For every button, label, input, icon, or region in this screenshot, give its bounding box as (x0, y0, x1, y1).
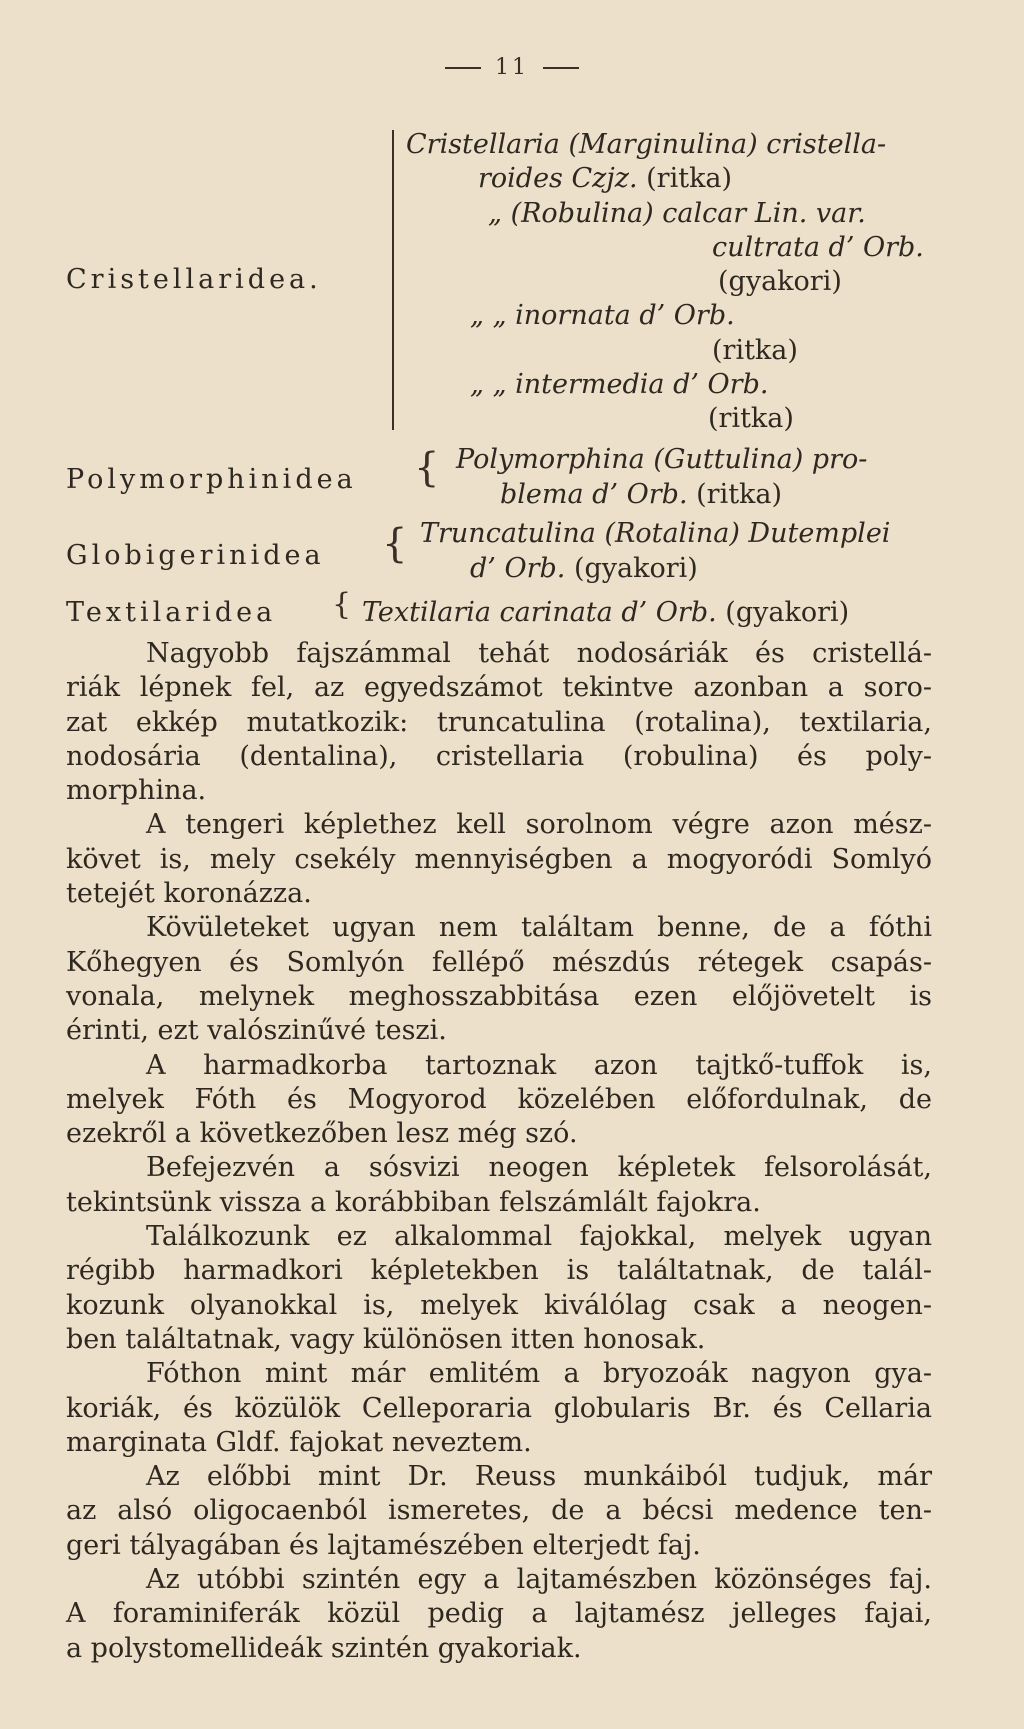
left-dash (445, 67, 481, 69)
paragraph (66, 1220, 932, 1357)
globigerinidea-line-1: Truncatulina (Rotalina) Dutemplei (420, 518, 891, 549)
text-line: ezekről a következőben lesz még szó. (66, 1118, 578, 1150)
group-label-globigerinidea: Globigerinidea (66, 540, 325, 571)
text-line: morphina. (66, 775, 207, 807)
text-line: geri tályagában és lajtamészében elterjedt faj. (66, 1529, 701, 1561)
text-line: követ is, mely csekély mennyiségben a mogyoródi Somlyó (66, 843, 932, 875)
brace-textilaridea: { (332, 587, 352, 622)
text-line: régibb harmadkori képletekben is találtatnak, de talál- (66, 1255, 932, 1287)
text-line: zat ekkép mutatkozik: truncatulina (rotalina), textilaria, (66, 706, 932, 738)
text-line: kozunk olyanokkal is, melyek kiválólag csak a neogen- (66, 1289, 932, 1321)
text-line: tekintsünk vissza a korábbiban felszámlált fajokra. (66, 1186, 761, 1218)
cristellaridea-line-9: (ritka) (708, 403, 794, 434)
text-line: marginata Gldf. fajokat neveztem. (66, 1426, 532, 1458)
cristellaridea-line-7: (ritka) (712, 335, 798, 366)
group-label-textilaridea: Textilaridea (66, 597, 277, 628)
paragraph (66, 1357, 932, 1460)
cristellaridea-line-1: Cristellaria (Marginulina) cristella- (406, 129, 887, 160)
text-line: Kőhegyen és Somlyón fellépő mészdús rétegek csapás- (66, 946, 932, 978)
paragraph (66, 1460, 932, 1563)
text-line: Kövületeket ugyan nem találtam benne, de a fóthi (146, 912, 932, 944)
body-text (66, 637, 932, 1666)
brace-polymorphinidea: { (414, 445, 440, 491)
page-number: 11 (495, 55, 529, 80)
text-line: Az utóbbi szintén egy a lajtamészben közönséges faj. (146, 1564, 932, 1596)
text-line: Fóthon mint már emlitém a bryozoák nagyon gya- (146, 1358, 932, 1390)
globigerinidea-line-2: d’ Orb. (gyakori) (470, 553, 698, 584)
page-number-header (0, 55, 1024, 80)
polymorphinidea-line-1: Polymorphina (Guttulina) pro- (456, 444, 868, 475)
text-line: vonala, melynek meghosszabbitása ezen előjövetelt is (66, 980, 932, 1012)
cristellaridea-line-6: „ „ inornata d’ Orb. (470, 300, 735, 331)
text-line: tetejét koronázza. (66, 878, 312, 910)
text-line: Találkozunk ez alkalommal fajokkal, melyek ugyan (146, 1221, 932, 1253)
paragraph (66, 1049, 932, 1152)
text-line: A harmadkorba tartoznak azon tajtkő-tuffok is, (146, 1049, 932, 1081)
text-line: A tengeri képlethez kell sorolnom végre azon mész- (146, 809, 932, 841)
right-dash (543, 67, 579, 69)
text-line: a polystomellideák szintén gyakoriak. (66, 1632, 582, 1664)
text-line: A foraminiferák közül pedig a lajtamész jelleges fajai, (66, 1598, 932, 1630)
text-line: az alsó oligocaenból ismeretes, de a bécsi medence ten- (66, 1495, 932, 1527)
paragraph (66, 808, 932, 911)
text-line: riák lépnek fel, az egyedszámot tekintve azonban a soro- (66, 672, 932, 704)
textilaridea-line-1: Textilaria carinata d’ Orb. (gyakori) (362, 597, 850, 628)
group-label-polymorphinidea: Polymorphinidea (66, 464, 357, 495)
cristellaridea-line-4: cultrata d’ Orb. (712, 232, 924, 263)
text-line: melyek Fóth és Mogyorod közelében előfordulnak, de (66, 1083, 932, 1115)
polymorphinidea-line-2: blema d’ Orb. (ritka) (500, 479, 783, 510)
text-line: Nagyobb fajszámmal tehát nodosáriák és cristellá- (146, 638, 932, 669)
text-line: Az előbbi mint Dr. Reuss munkáiból tudjuk, már (146, 1461, 932, 1493)
cristellaridea-line-2: roides Czjz. (ritka) (478, 163, 733, 194)
text-line: Befejezvén a sósvizi neogen képletek felsorolását, (146, 1152, 932, 1184)
group-label-cristellaridea: Cristellaridea. (66, 264, 322, 295)
paragraph (66, 1151, 932, 1220)
paragraph (66, 637, 932, 808)
paragraph (66, 1563, 932, 1666)
paragraph (66, 911, 932, 1048)
text-line: érinti, ezt valószinűvé teszi. (66, 1015, 447, 1047)
text-line: koriák, és közülök Celleporaria globularis Br. és Cellaria (66, 1392, 932, 1424)
cristellaridea-line-8: „ „ intermedia d’ Orb. (470, 369, 769, 400)
cristellaridea-line-5: (gyakori) (718, 266, 842, 297)
cristellaridea-line-3: „ (Robulina) calcar Lin. var. (488, 198, 866, 229)
text-line: nodosária (dentalina), cristellaria (robulina) és poly- (66, 740, 932, 772)
brace-globigerinidea: { (382, 521, 408, 567)
brace-cristellaridea (392, 130, 394, 430)
text-line: ben találtatnak, vagy különösen itten honosak. (66, 1323, 706, 1355)
